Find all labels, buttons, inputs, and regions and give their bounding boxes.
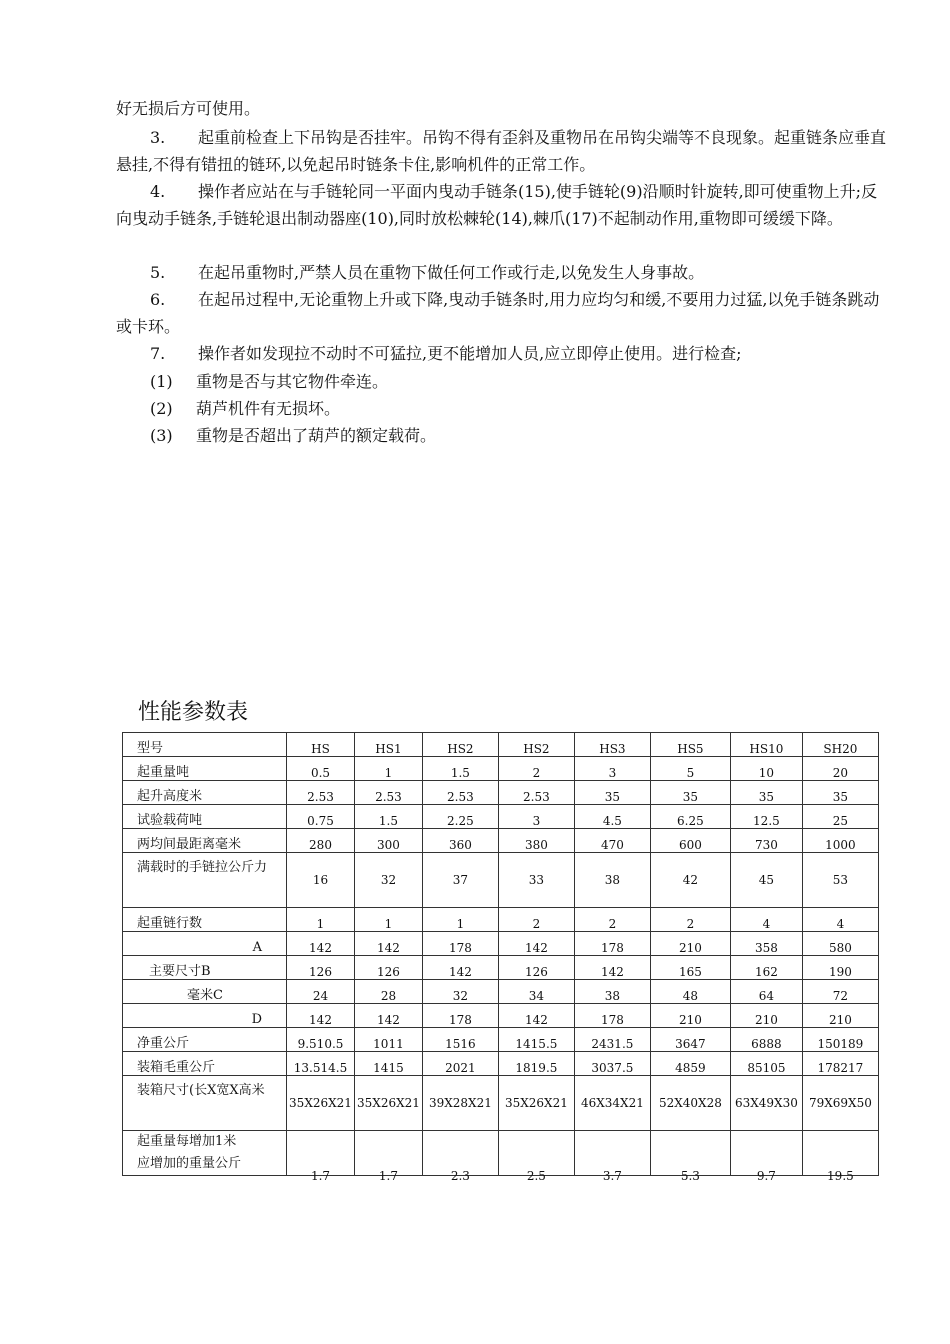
table-row [123,1004,879,1028]
table-cell: HS10 [730,733,802,757]
table-cell: 2021 [422,1052,498,1076]
table-cell: 38 [574,853,650,908]
table-cell: 2.53 [422,781,498,805]
paragraph-6 [116,286,886,340]
table-cell: 35X26X21 [287,1076,355,1131]
table-cell: 126 [355,956,423,980]
paragraph-continuation: 好无损后方可使用。 [116,99,261,118]
row-label [123,1131,287,1176]
clipped-value: 2.3 [450,1169,470,1183]
table-cell: 32 [355,853,423,908]
table-cell: 178 [422,1004,498,1028]
table-row [123,805,879,829]
table-cell: 37 [422,853,498,908]
table-cell: 38 [574,980,650,1004]
table-row [123,908,879,932]
table-cell: 35 [650,781,730,805]
table-cell: 4 [802,908,878,932]
table-cell: 85105 [730,1052,802,1076]
table-cell: 360 [422,829,498,853]
table-cell: 6888 [730,1028,802,1052]
table-cell [650,1131,730,1183]
table-cell: 2 [650,908,730,932]
table-cell: 162 [730,956,802,980]
table-cell: 35 [802,781,878,805]
table-cell: HS1 [355,733,423,757]
table-cell: 24 [287,980,355,1004]
table-cell: 46X34X21 [574,1076,650,1131]
sub-item-2-text: 葫芦机件有无损坏。 [196,399,341,418]
table-cell: 178 [574,1004,650,1028]
row-label: A [123,932,287,956]
table-cell: 1 [355,757,423,781]
row-label: 两均间最距离毫米 [123,829,287,853]
row-label: 起升高度米 [123,781,287,805]
table-cell: 4 [730,908,802,932]
sub-item-1-number: (1) [150,372,173,391]
table-row [123,1131,879,1176]
table-cell: 13.514.5 [287,1052,355,1076]
paragraph-3-text: 起重前检查上下吊钩是否挂牢。吊钩不得有歪斜及重物吊在吊钩尖端等不良现象。起重链条应垂直悬挂,不得有错扭的链环,以免起吊时链条卡住,影响机件的正常工作。 [116,128,887,174]
table-cell: 0.5 [287,757,355,781]
table-cell: 210 [730,1004,802,1028]
row-label: 净重公斤 [123,1028,287,1052]
table-cell: 126 [287,956,355,980]
table-cell: 35 [574,781,650,805]
table-cell: 210 [650,932,730,956]
paragraph-4-number: 4. [150,182,166,201]
row-label-line-2: 应增加的重量公斤 [137,1156,242,1171]
table-cell: 34 [498,980,574,1004]
table-cell: 3 [498,805,574,829]
table-row [123,733,879,757]
paragraph-4-text: 操作者应站在与手链轮同一平面内曳动手链条(15),使手链轮(9)沿顺时针旋转,即可使重物上升;反向曳动手链条,手链轮退出制动器座(10),同时放松棘轮(14),棘爪(17)不起制动作用,重物即可缓缓下降。 [116,182,878,228]
table-cell: 2 [574,908,650,932]
table-cell: 79X69X50 [802,1076,878,1131]
table-cell: 210 [650,1004,730,1028]
clipped-value: 2.5 [526,1169,546,1183]
table-cell: SH20 [802,733,878,757]
table-cell: 12.5 [730,805,802,829]
table-title: 性能参数表 [138,700,249,725]
table-cell: 45 [730,853,802,908]
clipped-value: 3.7 [602,1169,622,1183]
table-cell: 300 [355,829,423,853]
table-cell: 0.75 [287,805,355,829]
table-cell: 142 [574,956,650,980]
table-cell: 1011 [355,1028,423,1052]
table-cell [422,1131,498,1183]
table-cell: 33 [498,853,574,908]
performance-table [122,732,879,1183]
clipped-value: 9.7 [756,1169,776,1183]
table-cell: 48 [650,980,730,1004]
table-cell: 35X26X21 [498,1076,574,1131]
table-cell: 730 [730,829,802,853]
table-cell: 142 [355,1004,423,1028]
table-cell: 142 [355,932,423,956]
table-cell: 9.510.5 [287,1028,355,1052]
paragraph-7-number: 7. [150,344,166,363]
table-cell: HS2 [498,733,574,757]
table-cell [287,1131,355,1183]
table-cell: 2431.5 [574,1028,650,1052]
row-label: 型号 [123,733,287,757]
table-cell: 3 [574,757,650,781]
paragraph-4 [116,178,886,232]
table-cell: HS3 [574,733,650,757]
table-cell: 1.5 [355,805,423,829]
table-cell: 142 [498,1004,574,1028]
table-cell: 20 [802,757,878,781]
table-cell: 4.5 [574,805,650,829]
table-cell: 64 [730,980,802,1004]
sub-item-2 [150,395,340,422]
table-cell [498,1131,574,1183]
paragraph-3 [116,124,886,178]
paragraph-5-text: 在起吊重物时,严禁人员在重物下做任何工作或行走,以免发生人身事故。 [198,263,705,282]
table-cell: 126 [498,956,574,980]
table-cell: 3037.5 [574,1052,650,1076]
table-cell: 1819.5 [498,1052,574,1076]
paragraph-5 [116,259,886,286]
row-label: 装箱尺寸(长X宽X高米 [123,1076,287,1131]
clipped-value: 19.5 [827,1169,854,1183]
table-row [123,932,879,956]
table-cell: 210 [802,1004,878,1028]
paragraph-6-text: 在起吊过程中,无论重物上升或下降,曳动手链条时,用力应均匀和缓,不要用力过猛,以免手链条跳动或卡环。 [116,290,880,336]
table-cell: 1516 [422,1028,498,1052]
table-cell: 1415.5 [498,1028,574,1052]
sub-item-3-number: (3) [150,426,173,445]
table-cell: 35 [730,781,802,805]
row-label-line-1: 起重量每增加1米 [137,1134,237,1149]
table-cell: 600 [650,829,730,853]
row-label: 毫米C [123,980,287,1004]
table-cell [802,1131,878,1183]
paragraph-3-number: 3. [150,128,166,147]
table-cell [574,1131,650,1183]
table-cell: 165 [650,956,730,980]
table-cell: 1000 [802,829,878,853]
table-cell: 142 [287,932,355,956]
table-cell: 28 [355,980,423,1004]
table-row [123,1076,879,1131]
table-cell: 1 [355,908,423,932]
sub-item-1-text: 重物是否与其它物件牵连。 [196,372,389,391]
paragraph-6-number: 6. [150,290,166,309]
paragraph-5-number: 5. [150,263,166,282]
table-cell: 142 [498,932,574,956]
table-row [123,1052,879,1076]
table-cell: 1 [287,908,355,932]
table-cell: 470 [574,829,650,853]
table-cell: 2.53 [287,781,355,805]
table-cell: 178 [574,932,650,956]
row-label: D [123,1004,287,1028]
table-row [123,980,879,1004]
row-label: 试验载荷吨 [123,805,287,829]
row-label: 起重链行数 [123,908,287,932]
table-cell: 1415 [355,1052,423,1076]
table-row [123,829,879,853]
table-cell: HS5 [650,733,730,757]
table-cell: 2.53 [355,781,423,805]
table-cell: 150189 [802,1028,878,1052]
table-cell: 1 [422,908,498,932]
table-row [123,1028,879,1052]
table-row [123,781,879,805]
row-label: 起重量吨 [123,757,287,781]
table-cell: 4859 [650,1052,730,1076]
table-row [123,757,879,781]
paragraph-7-text: 操作者如发现拉不动时不可猛拉,更不能增加人员,应立即停止使用。进行检查; [198,344,742,363]
table-cell [355,1131,423,1183]
table-cell: 580 [802,932,878,956]
table-cell: 25 [802,805,878,829]
clipped-value: 1.7 [310,1169,331,1183]
table-row [123,853,879,908]
table-cell: 178217 [802,1052,878,1076]
sub-item-3 [150,422,436,449]
table-cell: 190 [802,956,878,980]
table-cell: 5 [650,757,730,781]
table-cell: 3647 [650,1028,730,1052]
row-label: 装箱毛重公斤 [123,1052,287,1076]
sub-item-2-number: (2) [150,399,173,418]
clipped-value: 5.3 [680,1169,700,1183]
table-row [123,956,879,980]
table-cell: HS [287,733,355,757]
table-cell: 53 [802,853,878,908]
table-cell: 280 [287,829,355,853]
table-cell: 52X40X28 [650,1076,730,1131]
table-cell: 42 [650,853,730,908]
table-cell: 63X49X30 [730,1076,802,1131]
table-cell: 178 [422,932,498,956]
row-label: 主要尺寸B [123,956,287,980]
sub-item-1 [150,368,388,395]
table-cell: 72 [802,980,878,1004]
table-cell: 35X26X21 [355,1076,423,1131]
clipped-value: 1.7 [378,1169,398,1183]
paragraph-7 [116,340,886,367]
table-cell: 142 [287,1004,355,1028]
table-cell: 2.25 [422,805,498,829]
table-cell: 39X28X21 [422,1076,498,1131]
table-cell: 2 [498,757,574,781]
table-cell: 380 [498,829,574,853]
table-cell: 142 [422,956,498,980]
table-cell: 2 [498,908,574,932]
table-cell: 6.25 [650,805,730,829]
table-cell: 1.5 [422,757,498,781]
sub-item-3-text: 重物是否超出了葫芦的额定载荷。 [196,426,437,445]
table-cell: 10 [730,757,802,781]
table-cell: HS2 [422,733,498,757]
row-label: 满载时的手链拉公斤力 [123,853,287,908]
table-cell: 2.53 [498,781,574,805]
table-cell [730,1131,802,1183]
table-cell: 358 [730,932,802,956]
table-cell: 32 [422,980,498,1004]
table-cell: 16 [287,853,355,908]
